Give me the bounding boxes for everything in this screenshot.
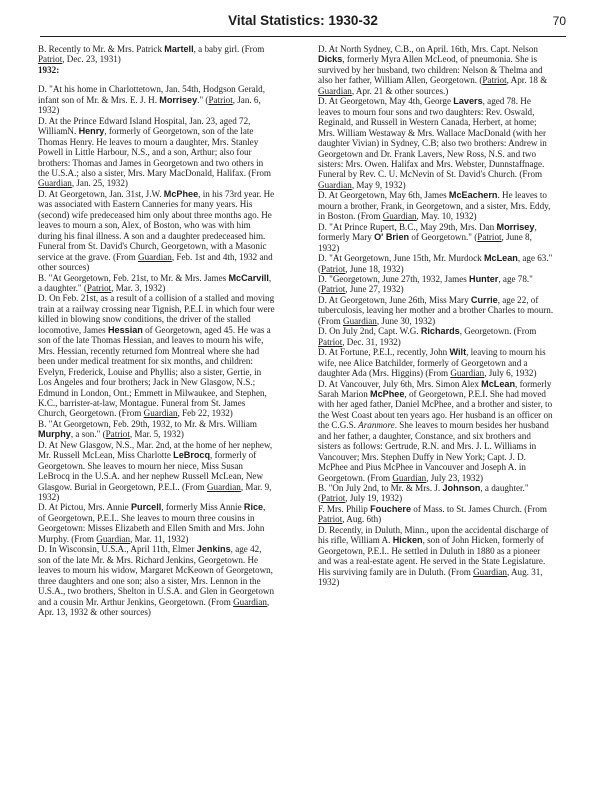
page-number: 70 bbox=[552, 14, 566, 28]
vital-record-entry bbox=[38, 544, 275, 617]
entry-text: , formerly Miss Annie bbox=[161, 502, 244, 513]
entry-text: D. At Georgetown, May 4th, George bbox=[318, 96, 454, 107]
surname: Murphy bbox=[38, 429, 71, 440]
surname: Dicks bbox=[318, 54, 343, 65]
surname: Wilt bbox=[449, 347, 467, 358]
surname: Hessian bbox=[107, 324, 143, 335]
entry-text: , June 18, 1932) bbox=[345, 263, 404, 274]
entry-text: , of Georgetown, P.E.I. She had moved with her aged father, Daniel McPhee, and a brother and sister, to the West Coast about ten years ago. Her husband is an officer on the C.G.S. bbox=[318, 388, 553, 431]
surname: Jenkins bbox=[196, 544, 231, 555]
surname: Lavers bbox=[453, 96, 483, 107]
entry-text: , Aug. 31, 1932) bbox=[318, 566, 543, 588]
entry-text: , in his 73rd year. He was associated with Eastern Canneries for many years. His (second) wife predeceased him only about three months ago. He leaves to mourn a son, Alex, of Boston, who was with him during his final illness. A son and a daughter predeceased him. Funeral from St. David's Church, Georgetown, with a Masonic service at the grave. (From bbox=[38, 188, 275, 262]
entry-text: D. In Wisconsin, U.S.A., April 11th, Elmer bbox=[38, 544, 197, 555]
entry-text: , July 23, 1932) bbox=[426, 472, 484, 483]
source-name: Guardian bbox=[473, 566, 507, 577]
source-name: Patriot bbox=[208, 94, 233, 105]
entry-text: , Dec. 31, 1932) bbox=[342, 336, 401, 347]
entry-text: , age 63." ( bbox=[318, 253, 553, 274]
vital-record-entry bbox=[318, 274, 555, 295]
entry-text: , leaving to mourn his wife, nee Alice Batchilder, formerly of Georgetown and a daughter Ada (Mrs. Higgins) (From bbox=[318, 347, 546, 379]
entry-text: , Georgetown. (From bbox=[459, 326, 537, 337]
entry-text: B. "At Georgetown, Feb. 21st, to Mr. & Mrs. James bbox=[38, 272, 229, 283]
source-name: Patriot bbox=[321, 493, 346, 504]
entry-text: , a son." ( bbox=[70, 429, 106, 440]
vital-record-entry bbox=[38, 84, 275, 115]
entry-text: D. At North Sydney, C.B., on April. 16th, Mrs. Capt. Nelson bbox=[318, 44, 538, 54]
surname: Hunter bbox=[469, 273, 499, 284]
surname: Morrisey bbox=[496, 221, 535, 232]
entry-text: , aged 78. He leaves to mourn four sons and two daughters: Rev. Oswald, Reginald, and Russell in Western Canada, Herbert, at home; Mrs. William Westaway & Mrs. Wallace MacDonald (with her daughter Vivian) in Sydney, C.B; also two brothers: Andrew in Georgetown and Dr. Frank Lavers, New Ross, N.S. and two sisters: Mrs. Owen. Halifax and Mrs. Webster, Dunnstaffnage. Funeral by Rev. C. U. McNevin of St. David's Church. (From bbox=[318, 96, 547, 180]
entry-text: D. At Georgetown, May 6th, James bbox=[318, 190, 449, 201]
entry-text: , May. 10, 1932) bbox=[416, 211, 477, 222]
entry-text: , son of John Hicken, formerly of Georgetown, P.E.I.. He settled in Duluth in 1880 as a pioneer and was a real-estate agent. He served in the State Legislature. His surviving family are in Duluth. (From bbox=[318, 535, 546, 577]
vital-record-entry bbox=[38, 273, 275, 294]
vital-record-entry bbox=[318, 326, 555, 347]
surname: Henry bbox=[78, 126, 105, 137]
source-name: Guardian bbox=[382, 211, 417, 222]
entry-text: D. On Feb. 21st, as a result of a collision of a stalled and moving train at a railway crossing near Tignish, P.E.I. in which four were killed in blowing snow conditions, the driver of the stalled locomotive, James bbox=[38, 293, 275, 335]
entry-text: D. "At Prince Rupert, B.C., May 29th, Mrs. Dan bbox=[318, 221, 497, 232]
entry-text: D. Recently, in Duluth, Minn., upon the accidental discharge of his rifle, William A. bbox=[318, 524, 549, 546]
entry-text: , a daughter." ( bbox=[318, 483, 529, 504]
entry-text: , Mar. 5, 1932) bbox=[129, 429, 184, 440]
entry-text: , a daughter." ( bbox=[38, 272, 272, 293]
entry-text: B. "On July 2nd, to Mr. & Mrs. J. bbox=[318, 483, 443, 494]
entry-text: F. Mrs. Philip bbox=[318, 503, 371, 514]
source-name: Patriot bbox=[318, 336, 343, 347]
entry-text: , Jan. 6, 1932) bbox=[38, 94, 261, 116]
entry-text: , Apr. 13, 1932 & other sources) bbox=[38, 596, 270, 618]
source-name: Guardian bbox=[96, 533, 131, 544]
entry-text: , formerly Mary bbox=[318, 221, 537, 243]
source-name: Patriot bbox=[477, 232, 502, 243]
vital-record-entry bbox=[38, 293, 275, 418]
vital-record-entry bbox=[318, 483, 555, 504]
vital-record-entry bbox=[318, 222, 555, 253]
source-name: Patriot bbox=[318, 514, 343, 525]
entry-text: B. Recently to Mr. & Mrs. Patrick bbox=[38, 44, 165, 54]
entry-text: , Aug. 6th) bbox=[342, 514, 382, 525]
vital-record-entry bbox=[318, 96, 555, 190]
vital-record-entry bbox=[38, 440, 275, 503]
entry-text: , Jan. 25, 1932) bbox=[71, 178, 128, 189]
entry-text: , Apr. 18 & bbox=[506, 75, 548, 86]
vital-record-entry bbox=[38, 116, 275, 189]
source-name: Patriot bbox=[482, 75, 507, 86]
entry-text: D. "At Georgetown, June 15th, Mr. Murdock bbox=[318, 253, 484, 264]
entry-text: D. At New Glasgow, N.S., Mar. 2nd, at the home of her nephew, Mr. Russell McLean, Miss Charlotte bbox=[38, 439, 273, 461]
vital-record-entry bbox=[318, 525, 555, 588]
entry-text: , Dec. 23, 1931) bbox=[62, 54, 121, 65]
entry-text: , formerly Sarah Marion bbox=[318, 378, 552, 399]
vital-record-entry bbox=[318, 379, 555, 484]
surname: Fouchere bbox=[370, 503, 412, 514]
entry-text: D. At Georgetown, June 26th, Miss Mary bbox=[318, 294, 471, 305]
entry-text: , formerly of Georgetown. She leaves to mourn her niece, Miss Susan LeBrocq in the U.S.A. and her nephew Russell McLean, New Glasgow. Burial in Georgetown, P.E.I.. (From bbox=[38, 450, 264, 492]
entry-text: , Mar. 11, 1932) bbox=[130, 533, 189, 544]
entry-text: , July 19, 1932) bbox=[345, 493, 403, 504]
entry-text: , Feb. 1st and 4th, 1932 and other sources) bbox=[38, 251, 273, 273]
source-name: Patriot bbox=[321, 263, 346, 274]
surname: Rice bbox=[243, 502, 264, 513]
entry-text: , Feb 22, 1932) bbox=[177, 408, 233, 419]
vital-record-entry bbox=[318, 295, 555, 326]
entry-text: , formerly Myra Allen McLeod, of pneumonia. She is survived by her husband, two children: Nelson & Thelma and also her father, William Allen, Georgetown. ( bbox=[318, 54, 543, 86]
surname: Richards bbox=[420, 326, 460, 337]
surname: McPhee bbox=[163, 188, 199, 199]
vital-record-entry bbox=[38, 44, 275, 65]
vital-record-entry bbox=[318, 190, 555, 221]
surname: McEachern bbox=[448, 190, 498, 201]
source-name: Guardian bbox=[143, 408, 178, 419]
page-title: Vital Statistics: 1930-32 bbox=[228, 13, 378, 28]
entry-text: , formerly of Georgetown, son of the late Thomas Henry. He leaves to mourn a daughter, Mrs. Stanley Powell in Little Harbour, N.S., and a son, Arthur; also four brothers: Thomas and James in Georgetown and two others in the U.S.A.; also a sister, Mrs. Mary MacDonald, Halifax. (From bbox=[38, 126, 272, 178]
entry-text: , June 30, 1932) bbox=[376, 315, 436, 326]
source-name: Patriot bbox=[38, 54, 63, 65]
entry-text: B. "At Georgetown, Feb. 29th, 1932, to Mr. & Mrs. William bbox=[38, 418, 257, 429]
entry-text: , a baby girl. (From bbox=[193, 44, 265, 54]
entry-text: D. At Fortune, P.E.I., recently, John bbox=[318, 347, 450, 358]
entry-text: , Mar. 9, 1932) bbox=[38, 481, 272, 503]
entry-text: , June 27, 1932) bbox=[345, 284, 404, 295]
entry-text: , July 6, 1932) bbox=[484, 368, 537, 379]
source-name: Patriot bbox=[105, 429, 130, 440]
entry-text: , age 22, of tuberculosis, leaving her mother and a brother Charles to mourn. (From bbox=[318, 294, 554, 326]
source-name: Guardian bbox=[138, 251, 172, 262]
entry-text: , Mar. 3, 1932) bbox=[111, 282, 166, 293]
entry-text: , June 8, 1932) bbox=[318, 232, 532, 253]
source-name: Guardian bbox=[233, 596, 267, 607]
entry-text: , age 42, son of the late Mr. & Mrs. Richard Jenkins, Georgetown. He leaves to mourn his widow, Margaret McKeown of Georgetown, three daughters and one son; also a sister, Mrs. Lennon in the U.S.A., two brothers, Shelton in U.S.A. and Glen in Georgetown and a cousin Mr. Arthur Jenkins, Georgetown. (From bbox=[38, 544, 274, 607]
surname: Currie bbox=[470, 294, 498, 305]
surname: LeBrocq bbox=[173, 450, 211, 461]
page-header bbox=[40, 12, 566, 37]
vital-record-entry bbox=[38, 189, 275, 273]
source-name: Guardian bbox=[343, 315, 377, 326]
surname: McPhee bbox=[370, 388, 405, 399]
surname: McLean bbox=[481, 378, 516, 389]
entry-text: , of Georgetown, P.E.I.. She leaves to mourn three cousins in Georgetown: Misses Elizabeth and Ellen Smith and Mrs. John Murphy. (From bbox=[38, 502, 266, 544]
source-name: Guardian bbox=[392, 472, 427, 483]
entry-text: D. "At his home in Charlottetown, Jan. 54th, Hodgson Gerald, infant son of Mr. & Mrs. E. J. H. bbox=[38, 84, 265, 105]
ship-name: Aranmore bbox=[358, 420, 395, 431]
surname: Hicken bbox=[392, 535, 423, 546]
left-column bbox=[38, 44, 275, 617]
entry-text: ." ( bbox=[197, 94, 209, 105]
vital-record-entry bbox=[318, 44, 555, 96]
surname: O' Brien bbox=[374, 232, 410, 243]
entry-text: , Apr. 21 & other sources.) bbox=[351, 85, 449, 96]
right-column bbox=[318, 44, 555, 588]
entry-text: D. At Georgetown, Jan. 31st, J.W. bbox=[38, 188, 164, 199]
entry-text: 1932: bbox=[38, 64, 60, 75]
source-name: Guardian bbox=[38, 178, 72, 189]
entry-text: of Mass. to St. James Church. (From bbox=[411, 503, 547, 514]
vital-record-entry bbox=[38, 419, 275, 440]
source-name: Guardian bbox=[318, 85, 352, 96]
source-name: Patriot bbox=[86, 282, 112, 293]
surname: Morrisey bbox=[159, 94, 198, 105]
entry-text: of Georgetown, aged 45. He was a son of the late Thomas Hessian, and leaves to mourn his wife, Mrs. Hessian, recently returned fom Montreal where she had been under medical treatment for six months, and children: Evelyn, Frederick, Louise and Phyllis; also a sister, Gertie, in Los Angeles and four brothers; Jack in New Glasgow, N.S.; Edmund in London, Ont.; Emmett in Milwaukee, and Stephen, K.C., barrister-at-law, Montague. Funeral from St. James Church, Georgetown. (From bbox=[38, 324, 271, 419]
year-heading bbox=[38, 65, 275, 75]
source-name: Guardian bbox=[206, 481, 241, 492]
source-name: Patriot bbox=[321, 284, 346, 295]
entry-text: , May 9, 1932) bbox=[351, 179, 406, 190]
surname: Martell bbox=[164, 44, 194, 54]
entry-text: D. At the Prince Edward Island Hospital, Jan. 23, aged 72, WilliamN. bbox=[38, 115, 251, 137]
entry-text: . He leaves to mourn a brother, Frank, in Georgetown, and a sister, Mrs. Eddy, in Boston. (From bbox=[318, 190, 551, 222]
source-name: Guardian bbox=[450, 368, 485, 379]
vital-record-entry bbox=[318, 347, 555, 378]
vital-record-entry bbox=[318, 253, 555, 274]
vital-record-entry bbox=[318, 504, 555, 525]
source-name: Guardian bbox=[318, 179, 352, 190]
entry-text: D. "Georgetown, June 27th, 1932, James bbox=[318, 273, 470, 284]
surname: Purcell bbox=[130, 502, 162, 513]
vital-record-entry bbox=[38, 502, 275, 544]
surname: McLean bbox=[483, 253, 518, 264]
surname: McCarvill bbox=[228, 272, 269, 283]
entry-text: . She leaves to mourn besides her husband and her father, a daughter, Constance, and six brothers and sisters as follows: Gertrude, R.N. and Mrs. J. L. Williams in Vancouver; Mrs. Stephen Duffy in New York; Capt. J. D. McPhee and Pius McPhee in Vancouver and Joseph A. in Georgetown. (From bbox=[318, 420, 549, 483]
entry-text: D. At Pictou, Mrs. Annie bbox=[38, 502, 131, 513]
entry-text: D. On July 2nd, Capt. W.G. bbox=[318, 326, 421, 337]
entry-text: of Georgetown." ( bbox=[409, 232, 478, 243]
surname: Johnson bbox=[442, 483, 481, 494]
entry-text: D. At Vancouver, July 6th, Mrs. Simon Alex bbox=[318, 378, 482, 389]
entry-text: , age 78." ( bbox=[318, 273, 533, 295]
